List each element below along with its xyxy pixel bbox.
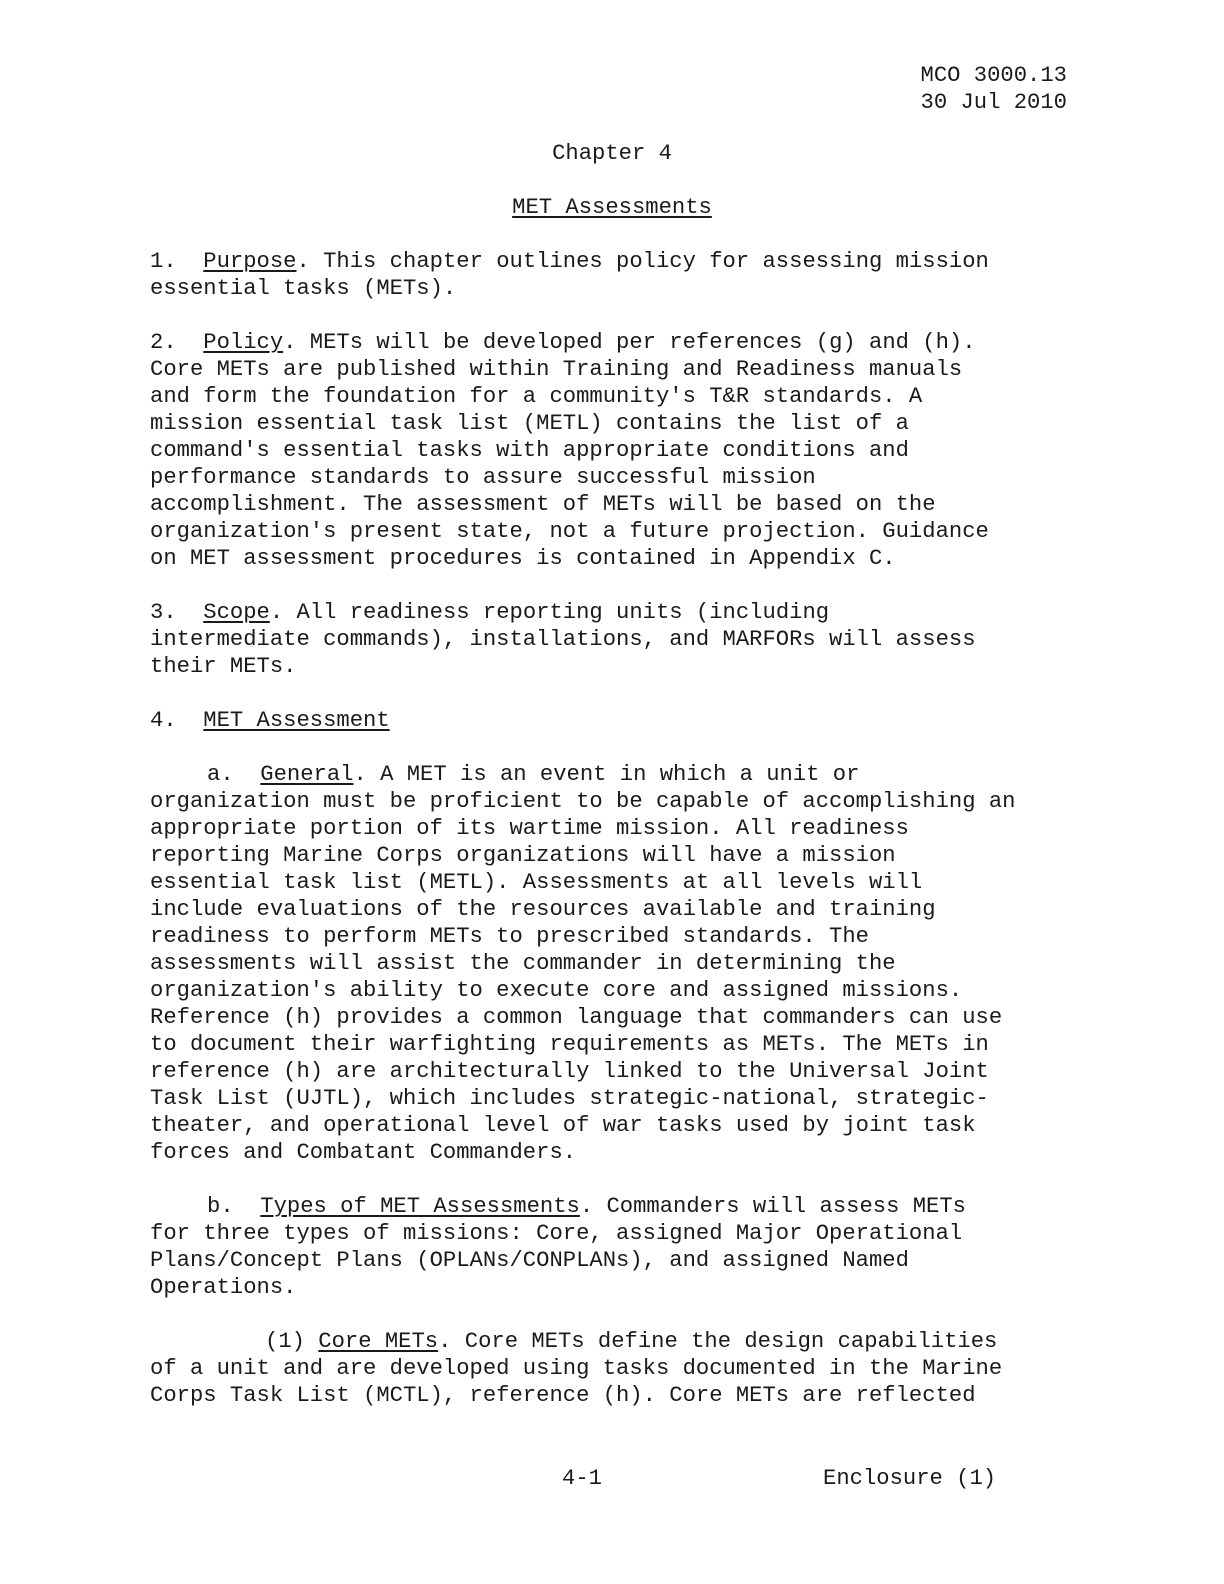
para1-line1 — [150, 248, 989, 275]
para4a-line15: forces and Combatant Commanders. — [150, 1140, 577, 1165]
para3-line1 — [150, 599, 829, 626]
para4a-line7: readiness to perform METs to prescribed standards. The — [150, 924, 869, 949]
para4b1-line1 — [265, 1328, 997, 1355]
para1-line2: essential tasks (METs). — [150, 276, 457, 301]
para2-line2: Core METs are published within Training and Readiness manuals — [150, 357, 963, 382]
para1-text: . This chapter outlines policy for assessing mission — [296, 249, 989, 274]
para4b1-number: (1) — [265, 1329, 305, 1354]
para2-line5: command's essential tasks with appropriate conditions and — [150, 438, 909, 463]
para2-number: 2. — [150, 330, 177, 355]
page-number: 4-1 — [562, 1466, 602, 1491]
para4a-line8: assessments will assist the commander in determining the — [150, 951, 896, 976]
chapter-title-text: MET Assessments — [512, 195, 712, 220]
para4a-line13: Task List (UJTL), which includes strategic-national, strategic- — [150, 1086, 989, 1111]
para1-number: 1. — [150, 249, 177, 274]
para3-heading: Scope — [203, 600, 270, 625]
enclosure-label: Enclosure (1) — [823, 1466, 997, 1491]
para4b-line2: for three types of missions: Core, assigned Major Operational — [150, 1221, 963, 1246]
para4a-line9: organization's ability to execute core and assigned missions. — [150, 978, 963, 1003]
para4a-line5: essential task list (METL). Assessments at all levels will — [150, 870, 923, 895]
para4a-line6: include evaluations of the resources available and training — [150, 897, 936, 922]
para2-line1 — [150, 329, 976, 356]
para4a-line1 — [207, 761, 859, 788]
para2-line7: accomplishment. The assessment of METs will be based on the — [150, 492, 936, 517]
para4a-text: . A MET is an event in which a unit or — [353, 762, 860, 787]
para4b1-line3: Corps Task List (MCTL), reference (h). Core METs are reflected — [150, 1383, 976, 1408]
para4a-line10: Reference (h) provides a common language that commanders can use — [150, 1005, 1003, 1030]
para4a-line3: appropriate portion of its wartime mission. All readiness — [150, 816, 909, 841]
para2-text: . METs will be developed per references (g) and (h). — [283, 330, 976, 355]
para4b-line1 — [207, 1193, 966, 1220]
para2-line8: organization's present state, not a future projection. Guidance — [150, 519, 989, 544]
para4b-number: b. — [207, 1194, 234, 1219]
para4a-line14: theater, and operational level of war tasks used by joint task — [150, 1113, 976, 1138]
para4a-line4: reporting Marine Corps organizations will have a mission — [150, 843, 896, 868]
para2-line6: performance standards to assure successful mission — [150, 465, 816, 490]
para4a-heading: General — [260, 762, 354, 787]
para4-number: 4. — [150, 708, 177, 733]
document-number: MCO 3000.13 — [920, 63, 1067, 88]
chapter-title — [0, 194, 1224, 221]
para4b-heading: Types of MET Assessments — [260, 1194, 580, 1219]
document-date: 30 Jul 2010 — [920, 90, 1067, 115]
para3-number: 3. — [150, 600, 177, 625]
para4b1-line2: of a unit and are developed using tasks documented in the Marine — [150, 1356, 1003, 1381]
para2-heading: Policy — [203, 330, 284, 355]
para4a-line2: organization must be proficient to be capable of accomplishing an — [150, 789, 1016, 814]
para4b-text: . Commanders will assess METs — [579, 1194, 966, 1219]
para3-text: . All readiness reporting units (including — [269, 600, 830, 625]
para4a-number: a. — [207, 762, 234, 787]
para4b1-text: . Core METs define the design capabilities — [438, 1329, 998, 1354]
para4a-line12: reference (h) are architecturally linked to the Universal Joint — [150, 1059, 989, 1084]
chapter-label: Chapter 4 — [552, 141, 672, 166]
para2-line3: and form the foundation for a community's T&R standards. A — [150, 384, 923, 409]
para4b-line3: Plans/Concept Plans (OPLANs/CONPLANs), and assigned Named — [150, 1248, 909, 1273]
para4b-line4: Operations. — [150, 1275, 297, 1300]
para4-heading-line — [150, 707, 390, 734]
para4a-line11: to document their warfighting requirements as METs. The METs in — [150, 1032, 989, 1057]
para2-line9: on MET assessment procedures is contained in Appendix C. — [150, 546, 896, 571]
para2-line4: mission essential task list (METL) contains the list of a — [150, 411, 909, 436]
para3-line3: their METs. — [150, 654, 297, 679]
para3-line2: intermediate commands), installations, and MARFORs will assess — [150, 627, 976, 652]
para4b1-heading: Core METs — [318, 1329, 439, 1354]
para4-heading: MET Assessment — [203, 708, 390, 733]
para1-heading: Purpose — [203, 249, 297, 274]
